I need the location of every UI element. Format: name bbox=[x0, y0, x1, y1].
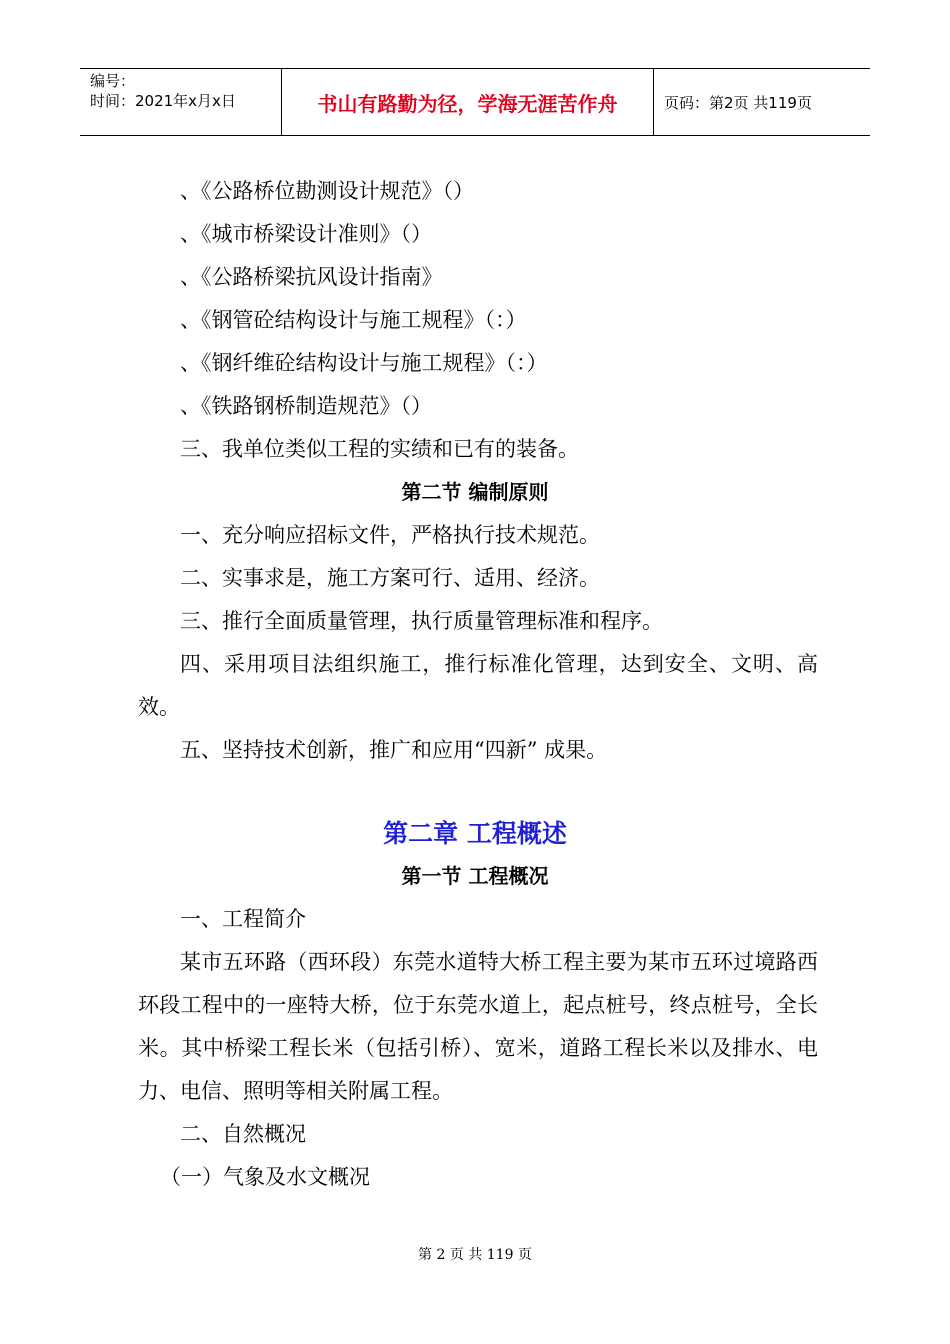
list-item: 、《城市桥梁设计准则》（） bbox=[180, 222, 432, 246]
subsection-heading: 一、工程简介 bbox=[180, 907, 306, 931]
section-title: 第二节 编制原则 bbox=[401, 480, 549, 504]
list-item: 、《公路桥梁抗风设计指南》 bbox=[180, 265, 443, 289]
header-page-info: 页码：第2页 共119页 bbox=[664, 93, 812, 112]
list-item: 、《铁路钢桥制造规范》（） bbox=[180, 394, 432, 418]
subsection-heading: （一）气象及水文概况 bbox=[160, 1165, 370, 1189]
page-footer: 第 2 页 共 119 页 bbox=[418, 1247, 532, 1263]
principle-item: 一、充分响应招标文件，严格执行技术规范。 bbox=[180, 523, 600, 547]
list-item: 、《钢管砼结构设计与施工规程》（：） bbox=[180, 308, 527, 332]
header-meta-cell bbox=[80, 69, 282, 135]
basis-item: 三、我单位类似工程的实绩和已有的装备。 bbox=[180, 437, 579, 461]
chapter-title: 第二章 工程概述 bbox=[383, 819, 567, 848]
principle-paragraph: 四、采用项目法组织施工，推行标准化管理，达到安全、文明、高效。 bbox=[138, 652, 818, 719]
principle-item: 五、坚持技术创新，推广和应用“四新” 成果。 bbox=[180, 738, 608, 762]
principle-item: 二、实事求是，施工方案可行、适用、经济。 bbox=[180, 566, 600, 590]
subsection-heading: 二、自然概况 bbox=[180, 1122, 306, 1146]
principle-item: 三、推行全面质量管理，执行质量管理标准和程序。 bbox=[180, 609, 663, 633]
header-motto: 书山有路勤为径，学海无涯苦作舟 bbox=[282, 69, 654, 135]
list-item: 、《钢纤维砼结构设计与施工规程》（：） bbox=[180, 351, 548, 375]
section-title: 第一节 工程概况 bbox=[401, 864, 549, 888]
document-number-label: 编号： bbox=[90, 72, 136, 90]
page-header bbox=[80, 68, 870, 136]
document-date: 时间：2021年x月x日 bbox=[90, 92, 236, 110]
list-item: 、《公路桥位勘测设计规范》（） bbox=[180, 179, 474, 203]
project-intro-paragraph: 某市五环路（西环段）东莞水道特大桥工程主要为某市五环过境路西环段工程中的一座特大桥，位于东莞水道上，起点桩号，终点桩号，全长米。其中桥梁工程长米（包括引桥）、宽米，道路工程长米以及排水、电力、电信、照明等相关附属工程。 bbox=[138, 950, 818, 1103]
